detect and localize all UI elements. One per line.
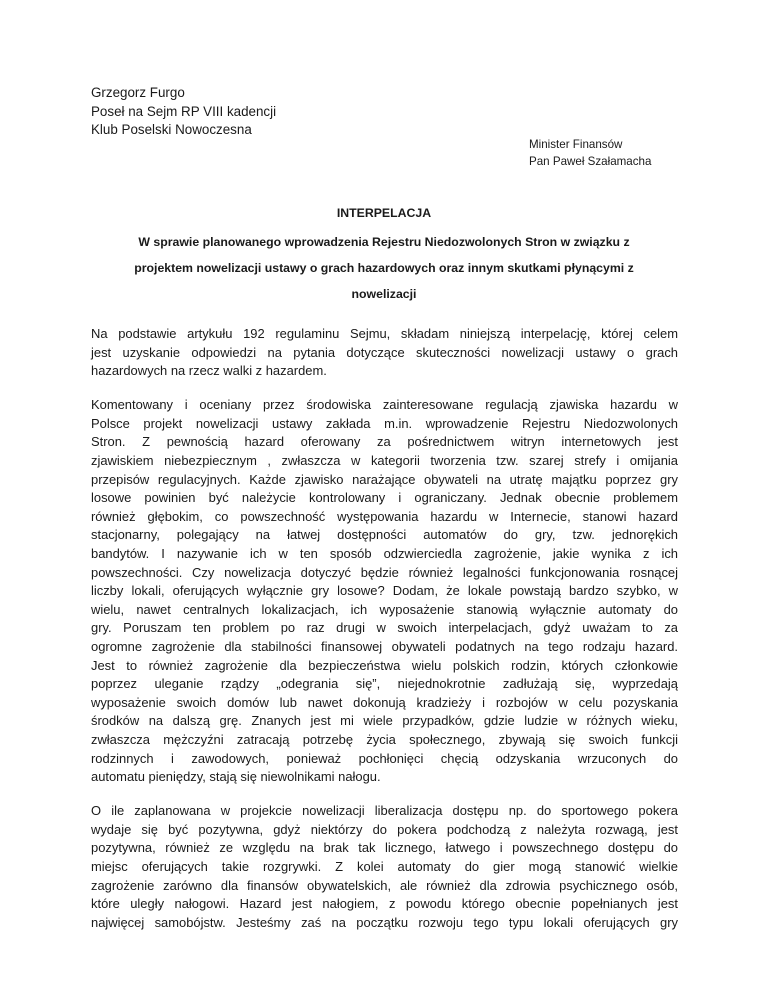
paragraph-line: wydaje się być pozytywna, gdyż niektórzy do pokera podchodzą z należyta rozwagą, jest [91, 821, 678, 837]
paragraph-line: wielu, nawet centralnych lokalizacjach, ich wyposażenie stanowią wyłącznie automaty do [91, 601, 678, 617]
paragraph-line: losowe powinien być należycie kontrolowany i ograniczany. Jednak obecnie problemem [91, 490, 678, 506]
recipient-name: Pan Paweł Szałamacha [529, 155, 652, 168]
paragraph-line: wyposażenie swoich domów lub nawet dokonują kradzieży i rozbojów w celu pozyskania [91, 694, 678, 710]
body-paragraph [91, 802, 678, 932]
sender-name: Grzegorz Furgo [91, 85, 185, 100]
paragraph-line: gry. Poruszam ten problem po raz drugi w swoich interpelacjach, gdyż uważam to za [91, 620, 678, 636]
paragraph-line: zjawiskiem niebezpiecznym , zwłaszcza w kategorii tworzenia tzw. szarej strefy i omijania [91, 453, 678, 469]
paragraph-line: ogromne zagrożenie dla stabilności finansowej obywateli podatnych na tego rodzaju hazard. [91, 639, 678, 654]
document-subject [100, 229, 668, 307]
paragraph-line: środków na dalszą grę. Znanych jest mi wiele przypadków, gdzie ludzie w różnych wieku, [91, 713, 678, 729]
paragraph-line: Komentowany i oceniany przez środowiska zainteresowane regulacją zjawiska hazardu w [91, 397, 678, 413]
paragraph-line: Na podstawie artykułu 192 regulaminu Sejmu, składam niniejszą interpelację, której celem [91, 326, 678, 341]
paragraph-line: pozytywna, również ze względu na brak tak licznego, łatwego i powszechnego dostępu do [91, 840, 678, 856]
body-paragraph [91, 396, 678, 786]
recipient-block [529, 136, 651, 170]
paragraph-line: poprzez uleganie rządzy „odegrania się”, niejednokrotnie zadłużają się, wyprzedają [91, 676, 678, 692]
paragraph-line: powszechności. Czy nowelizacja dotyczyć będzie również legalności funkcjonowania rosnącej [91, 564, 678, 580]
paragraph-line: rodzinnych i zawodowych, ponieważ pochłonięci chęcią odzyskania wrzuconych do [91, 750, 678, 766]
paragraph-line: jest uzyskanie odpowiedzi na pytania dotyczące skuteczności nowelizacji ustawy o grach [91, 344, 678, 360]
paragraph-line: zwłaszcza mężczyźni zatracają potrzebę życia społecznego, zbywają się swoich funkcji [91, 731, 678, 747]
paragraph-line: przepisów regulacyjnych. Każde zjawisko narażające obywateli na utratę majątku poprzez gry [91, 471, 678, 487]
paragraph-line: automatu pieniędzy, stają się niewolnikami nałogu. [91, 769, 381, 785]
sender-position: Poseł na Sejm RP VIII kadencji [91, 103, 277, 119]
paragraph-line: liczby lokali, oferujących wyłącznie gry losowe? Dodam, że lokale powstają bardzo szybko, w [91, 583, 678, 599]
paragraph-line: miejsc oferujących takie rozgrywki. Z kolei automaty do gier mogą stanowić wielkie [91, 859, 678, 875]
paragraph-line: Jest to również zagrożenie dla bezpieczeństwa wielu polskich rodzin, których członkowie [91, 657, 678, 673]
paragraph-line: stacjonarny, polegający na łatwej dostępności automatów do gry, tzw. jednorękich [91, 527, 678, 543]
paragraph-line: Polsce projekt nowelizacji ustawy zakłada m.in. wprowadzenie Rejestru Niedozwolonych [91, 415, 678, 431]
document-body [91, 325, 678, 948]
document-heading: INTERPELACJA [336, 206, 432, 220]
paragraph-line: Stron. Z pewnością hazard oferowany za pośrednictwem witryn internetowych jest [91, 434, 678, 450]
body-paragraph [91, 325, 678, 381]
sender-club: Klub Poselski Nowoczesna [91, 122, 252, 137]
paragraph-line: które uległy nałogowi. Hazard jest nałogiem, z powodu którego obecnie popełnianych jest [91, 896, 678, 912]
subject-line: projektem nowelizacji ustawy o grach hazardowych oraz innym skutkami płynącymi z [134, 261, 634, 275]
subject-line: W sprawie planowanego wprowadzenia Rejestru Niedozwolonych Stron w związku z [138, 235, 630, 249]
paragraph-line: bandytów. I nazywanie ich w ten sposób odzwierciedla zagrożenie, jakie wynika z ich [91, 546, 678, 562]
sender-block [91, 84, 276, 140]
subject-line: nowelizacji [351, 287, 417, 301]
recipient-title: Minister Finansów [529, 138, 623, 151]
paragraph-line: hazardowych na rzecz walki z hazardem. [91, 363, 327, 379]
paragraph-line: również głębokim, co powszechność występowania hazardu w Internecie, stanowi hazard [91, 508, 678, 524]
paragraph-line: zagrożenie zarówno dla finansów obywatelskich, ale również dla zdrowia psychicznego osób, [91, 877, 678, 893]
paragraph-line: najwięcej samobójstw. Jesteśmy zaś na początku rozwoju tego typu lokali oferujących gry [91, 914, 678, 930]
paragraph-line: O ile zaplanowana w projekcie nowelizacji liberalizacja dostępu np. do sportowego pokera [91, 803, 678, 819]
